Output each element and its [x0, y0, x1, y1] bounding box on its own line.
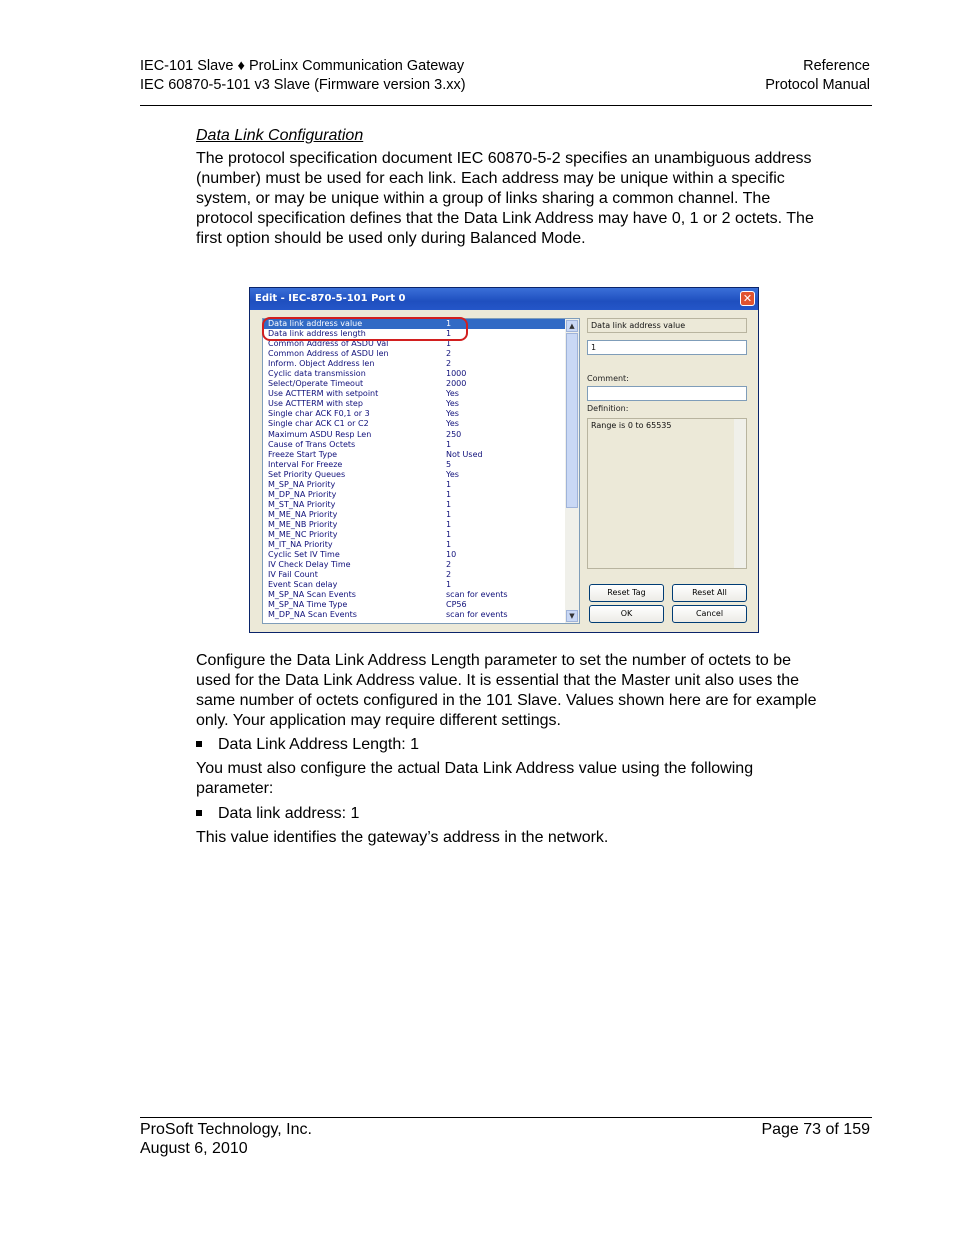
parameter-row-name: Single char ACK F0,1 or 3	[268, 409, 370, 419]
parameter-row-value: 2	[446, 359, 452, 369]
parameter-row-value: scan for events	[446, 590, 508, 600]
comment-input[interactable]	[587, 386, 747, 401]
parameter-row-value: 5	[446, 459, 452, 469]
parameter-row-value: 1	[446, 339, 452, 349]
parameter-row-value: Yes	[446, 409, 459, 419]
parameter-row[interactable]	[263, 349, 579, 359]
parameter-row-value: 1	[446, 319, 452, 328]
parameter-row-value: CP56	[446, 600, 467, 610]
parameter-row[interactable]	[263, 610, 579, 620]
parameter-row-name: Cause of Trans Octets	[268, 439, 356, 449]
parameter-row-name: M_ME_NC Priority	[268, 529, 338, 539]
definition-scrollbar[interactable]	[734, 419, 746, 568]
header-firmware-line: IEC 60870-5-101 v3 Slave (Firmware version 3.xx)	[140, 77, 466, 93]
bullet-address-length	[196, 735, 419, 755]
parameter-row-value: 1	[446, 439, 452, 449]
ok-button[interactable]: OK	[589, 605, 664, 623]
parameter-row-name: M_DP_NA Priority	[268, 489, 337, 499]
reset-tag-button[interactable]: Reset Tag	[589, 584, 664, 602]
parameter-row-value: Not Used	[446, 449, 483, 459]
parameter-row-name: M_SP_NA Time Type	[268, 600, 348, 610]
comment-label: Comment:	[587, 374, 629, 383]
parameter-row[interactable]	[263, 379, 579, 389]
definition-label: Definition:	[587, 404, 629, 413]
parameter-row-value: 1	[446, 529, 452, 539]
parameter-row[interactable]	[263, 399, 579, 409]
parameter-rows	[263, 319, 579, 620]
intro-paragraph: The protocol specification document IEC 60870-5-2 specifies an unambiguous address (number) must be used for each link. Each address may be unique within a specific system, or may be unique within a group of links sharing a common channel. The protocol specification defines that the Data Link Address may have 0, 1 or 2 octets. The first option should be used only during Balanced Mode.	[196, 150, 814, 247]
parameter-row[interactable]	[263, 500, 579, 510]
parameter-row[interactable]	[263, 530, 579, 540]
bullet-square-icon	[196, 741, 202, 747]
parameter-row-name: Use ACTTERM with step	[268, 399, 363, 409]
parameter-row-name: IV Check Delay Time	[268, 560, 351, 570]
parameter-row-value: 1	[446, 489, 452, 499]
parameter-row-value: 2000	[446, 379, 467, 389]
parameter-row[interactable]	[263, 440, 579, 450]
parameter-row-value: scan for events	[446, 610, 508, 620]
close-icon[interactable]: ✕	[740, 291, 755, 306]
header-product-line: IEC-101 Slave ♦ ProLinx Communication Gateway	[140, 58, 465, 74]
parameter-row-name: Select/Operate Timeout	[268, 379, 364, 389]
parameter-row[interactable]	[263, 430, 579, 440]
parameter-row-value: 1	[446, 479, 452, 489]
scroll-up-icon[interactable]: ▲	[566, 320, 578, 332]
reset-all-button[interactable]: Reset All	[672, 584, 747, 602]
parameter-row-value: 2	[446, 560, 452, 570]
bullet-square-icon	[196, 810, 202, 816]
parameter-row-value: 1	[446, 519, 452, 529]
parameter-row[interactable]	[263, 590, 579, 600]
page-header-left	[140, 57, 466, 95]
parameter-row[interactable]	[263, 490, 579, 500]
parameter-row-name: M_DP_NA Scan Events	[268, 610, 357, 620]
parameter-row[interactable]	[263, 600, 579, 610]
parameter-row-name: Cyclic data transmission	[268, 369, 366, 379]
parameter-row[interactable]	[263, 540, 579, 550]
parameter-row-name: Data link address value	[268, 319, 363, 328]
list-scrollbar[interactable]	[565, 319, 579, 623]
address-value-paragraph: You must also configure the actual Data Link Address value using the following parameter:	[196, 760, 754, 797]
page-number: Page 73 of 159	[761, 1121, 870, 1138]
bullet-address-value	[196, 804, 359, 824]
parameter-row[interactable]	[263, 520, 579, 530]
parameter-name-field: Data link address value	[587, 318, 747, 333]
parameter-value-input[interactable]: 1	[587, 340, 747, 355]
parameter-row[interactable]	[263, 510, 579, 520]
parameter-row[interactable]	[263, 480, 579, 490]
parameter-row-name: Event Scan delay	[268, 580, 338, 590]
parameter-row-name: Cyclic Set IV Time	[268, 550, 340, 560]
parameter-row[interactable]	[263, 580, 579, 590]
parameter-row[interactable]	[263, 359, 579, 369]
parameter-row-name: M_ST_NA Priority	[268, 499, 336, 509]
parameter-list[interactable]	[262, 318, 580, 624]
footer-date: August 6, 2010	[140, 1140, 248, 1157]
parameter-row-value: 1000	[446, 369, 467, 379]
parameter-row[interactable]	[263, 389, 579, 399]
parameter-row[interactable]	[263, 460, 579, 470]
parameter-row-value: 10	[446, 550, 457, 560]
page-header-right	[765, 57, 870, 95]
bullet-text: Data Link Address Length: 1	[218, 736, 420, 753]
parameter-row[interactable]	[263, 560, 579, 570]
parameter-row-name: Single char ACK C1 or C2	[268, 419, 369, 429]
dialog-titlebar	[250, 288, 758, 310]
parameter-row-name: Set Priority Queues	[268, 469, 346, 479]
bullet-text: Data link address: 1	[218, 805, 360, 822]
parameter-row-value: 2	[446, 349, 452, 359]
parameter-row[interactable]	[263, 570, 579, 580]
cancel-button[interactable]: Cancel	[672, 605, 747, 623]
definition-text: Range is 0 to 65535	[591, 421, 672, 430]
parameter-row-value: 1	[446, 580, 452, 590]
parameter-row-value: 250	[446, 429, 462, 439]
footer-divider	[140, 1117, 872, 1118]
parameter-row[interactable]	[263, 419, 579, 429]
parameter-row-name: M_IT_NA Priority	[268, 540, 333, 550]
parameter-row-value: 1	[446, 540, 452, 550]
parameter-row-name: M_ME_NB Priority	[268, 519, 338, 529]
parameter-row-value: Yes	[446, 469, 459, 479]
parameter-row-name: Common Address of ASDU len	[268, 349, 389, 359]
parameter-row[interactable]	[263, 450, 579, 460]
parameter-row-name: Use ACTTERM with setpoint	[268, 389, 379, 399]
parameter-row-value: 1	[446, 509, 452, 519]
edit-port-dialog	[249, 287, 759, 633]
parameter-row-value: Yes	[446, 389, 459, 399]
parameter-row-value: 1	[446, 329, 452, 339]
parameter-row-name: IV Fail Count	[268, 570, 318, 580]
parameter-row-name: Common Address of ASDU Val	[268, 339, 389, 349]
dialog-title: Edit - IEC-870-5-101 Port 0	[255, 293, 406, 304]
scroll-down-icon[interactable]: ▼	[566, 610, 578, 622]
parameter-row-name: M_ME_NA Priority	[268, 509, 338, 519]
section-title: Data Link Configuration	[196, 127, 364, 144]
parameter-row-name: Freeze Start Type	[268, 449, 338, 459]
parameter-row-name: M_SP_NA Priority	[268, 479, 336, 489]
parameter-row[interactable]	[263, 470, 579, 480]
footer-left	[140, 1120, 312, 1158]
header-manual: Protocol Manual	[765, 77, 870, 93]
parameter-row-value: 1	[446, 499, 452, 509]
parameter-row-name: M_SP_NA Scan Events	[268, 590, 356, 600]
parameter-row-value: 2	[446, 570, 452, 580]
header-divider	[140, 105, 872, 106]
parameter-row-value: Yes	[446, 419, 459, 429]
footer-company: ProSoft Technology, Inc.	[140, 1121, 312, 1138]
highlight-circle	[262, 317, 468, 341]
config-paragraph: Configure the Data Link Address Length parameter to set the number of octets to be used for the Data Link Address value. It is essential that the Master unit also uses the same number of octets configured in the 101 Slave. Values shown here are for example only. Your application may require different settings.	[196, 652, 817, 729]
parameter-row[interactable]	[263, 369, 579, 379]
parameter-row-name: Maximum ASDU Resp Len	[268, 429, 372, 439]
parameter-row-name: Data link address length	[268, 329, 366, 339]
header-reference: Reference	[803, 58, 870, 74]
closing-paragraph: This value identifies the gateway’s address in the network.	[196, 829, 609, 846]
parameter-row-value: Yes	[446, 399, 459, 409]
parameter-row[interactable]	[263, 550, 579, 560]
definition-box	[587, 418, 747, 569]
footer-right	[761, 1120, 870, 1139]
parameter-row[interactable]	[263, 409, 579, 419]
scroll-thumb[interactable]	[566, 333, 578, 508]
parameter-row-name: Interval For Freeze	[268, 459, 343, 469]
parameter-row-name: Inform. Object Address len	[268, 359, 375, 369]
